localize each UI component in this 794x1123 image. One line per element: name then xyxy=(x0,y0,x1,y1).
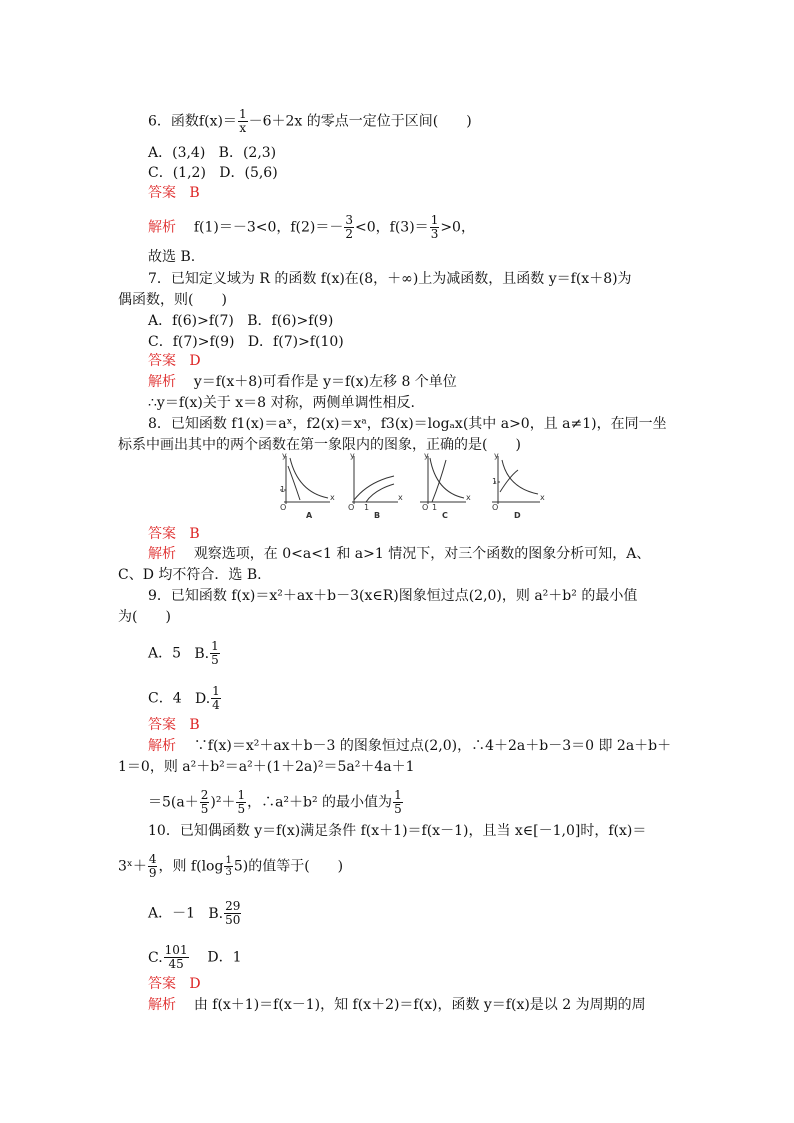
q10-options-ab xyxy=(148,900,242,927)
q9-option-c: C．4 xyxy=(148,690,182,707)
q8-answer: 答案 B xyxy=(148,526,200,542)
q9-option-a: A．5 xyxy=(148,645,182,662)
graph-a xyxy=(280,456,330,504)
q10-option-d: D．1 xyxy=(207,949,242,966)
svg-text:1: 1 xyxy=(432,503,438,512)
q6-option-d: D．(5,6) xyxy=(219,165,278,181)
q10-option-b: B. $\frac{29}{50}$ xyxy=(208,899,241,927)
q10-answer: 答案 D xyxy=(148,976,201,992)
q9-option-d: D. $\frac{1}{4}$ xyxy=(194,684,220,712)
q6-options-ab xyxy=(148,144,276,162)
q7-explanation-line2: ∴y＝f(x)关于 x＝8 对称，两侧单调性相反. xyxy=(148,395,415,411)
svg-text:1: 1 xyxy=(364,503,370,512)
q7-option-c: C．f(7)>f(9) xyxy=(148,334,235,350)
q7-options-cd xyxy=(148,333,344,351)
q9-explanation-line3: ＝5(a＋ $\frac{2}{5}$ )²＋ $\frac{1}{5}$ ，∴a²＋b² 的最小值为 $\frac{1}{5}$ xyxy=(148,788,402,816)
q9-stem-line2: 为( ) xyxy=(118,609,171,625)
graph-c xyxy=(420,456,466,504)
q9-option-b: B. $\frac{1}{5}$ xyxy=(194,639,219,667)
svg-text:x: x xyxy=(540,493,545,502)
svg-text:x: x xyxy=(466,493,471,502)
q6-option-a: A．(3,4) xyxy=(148,145,206,161)
q8-stem-line2: 标系中画出其中的两个函数在第一象限内的图象，正确的是( ) xyxy=(118,437,521,453)
q10-stem-line2: 3ˣ＋ $\frac{4}{9}$ ，则 f(log $\frac{1}{3}$ 5)的值等于( ) xyxy=(118,852,344,880)
q9-stem-line1: 9．已知函数 f(x)＝x²＋ax＋b－3(x∈R)图象恒过点(2,0)，则 a²＋b² 的最小值 xyxy=(148,588,638,604)
graph-c-label: C xyxy=(442,511,448,520)
svg-text:1: 1 xyxy=(492,477,498,486)
svg-text:y: y xyxy=(282,452,287,460)
q6-explanation-end: 故选 B. xyxy=(148,249,196,265)
q10-option-a: A．－1 xyxy=(148,905,196,922)
q8-explanation-line2: C、D 均不符合．选 B. xyxy=(118,567,262,583)
svg-text:1: 1 xyxy=(280,485,286,494)
svg-text:y: y xyxy=(424,452,429,460)
graph-d xyxy=(492,456,540,504)
q9-explanation: 解析 ∵f(x)＝x²＋ax＋b－3 的图象恒过点(2,0)，∴4＋2a＋b－3＝0 即 2a＋b＋ xyxy=(148,738,672,754)
q10-options-cd xyxy=(148,944,242,971)
q7-stem-line2: 偶函数，则( ) xyxy=(118,292,227,308)
q7-answer: 答案 D xyxy=(148,353,201,369)
svg-text:O: O xyxy=(280,503,287,512)
q6-answer: 答案 B xyxy=(148,185,200,201)
svg-text:x: x xyxy=(330,493,335,502)
q7-option-b: B．f(6)>f(9) xyxy=(247,313,334,329)
q8-stem-line1: 8．已知函数 f1(x)＝aˣ，f2(x)＝xᵃ，f3(x)＝logₐx(其中 a>0，且 a≠1)，在同一坐 xyxy=(148,416,667,432)
svg-text:O: O xyxy=(422,503,429,512)
q7-stem-line1: 7．已知定义域为 R 的函数 f(x)在(8，＋∞)上为减函数，且函数 y＝f(x＋8)为 xyxy=(148,271,632,287)
q6-option-c: C．(1,2) xyxy=(148,165,206,181)
q7-explanation: 解析 y＝f(x＋8)可看作是 y＝f(x)左移 8 个单位 xyxy=(148,374,457,390)
graph-b xyxy=(352,456,398,504)
q6-stem: 6．函数f(x)＝ $\frac{1}{x}$ －6＋2x 的零点一定位于区间( ) xyxy=(148,107,472,135)
q10-explanation: 解析 由 f(x＋1)＝f(x－1)，知 f(x＋2)＝f(x)，函数 y＝f(x)是以 2 为周期的周 xyxy=(148,997,646,1013)
q8-graphs xyxy=(270,452,560,520)
graph-b-label: B xyxy=(374,511,381,520)
q10-stem-line1: 10．已知偶函数 y＝f(x)满足条件 f(x＋1)＝f(x－1)，且当 x∈[－1,0]时，f(x)＝ xyxy=(148,823,647,839)
q10-option-c: C. $\frac{101}{45}$ xyxy=(148,943,188,971)
q6-explanation: 解析 f(1)＝－3<0，f(2)＝－ $\frac{3}{2}$ <0，f(3)＝ $\frac{1}{3}$ >0， xyxy=(148,213,475,241)
q8-explanation: 解析 观察选项，在 0<a<1 和 a>1 情况下，对三个函数的图象分析可知，A、 xyxy=(148,546,651,562)
q7-option-d: D．f(7)>f(10) xyxy=(247,334,344,350)
q6-frac: $\frac{1}{x}$ xyxy=(238,107,247,135)
svg-text:x: x xyxy=(398,493,403,502)
svg-text:y: y xyxy=(494,452,499,460)
q9-answer: 答案 B xyxy=(148,717,200,733)
q9-options-cd xyxy=(148,685,222,712)
svg-text:y: y xyxy=(350,452,355,460)
q6-options-cd xyxy=(148,164,278,182)
graph-a-label: A xyxy=(306,511,313,520)
svg-text:O: O xyxy=(492,503,499,512)
q7-option-a: A．f(6)>f(7) xyxy=(148,313,234,329)
q7-options-ab xyxy=(148,312,333,330)
q6-option-b: B．(2,3) xyxy=(218,145,277,161)
q9-explanation-line2: 1＝0，则 a²＋b²＝a²＋(1＋2a)²＝5a²＋4a＋1 xyxy=(118,759,415,775)
svg-text:O: O xyxy=(348,503,355,512)
graph-d-label: D xyxy=(514,511,521,520)
q9-options-ab xyxy=(148,640,221,667)
